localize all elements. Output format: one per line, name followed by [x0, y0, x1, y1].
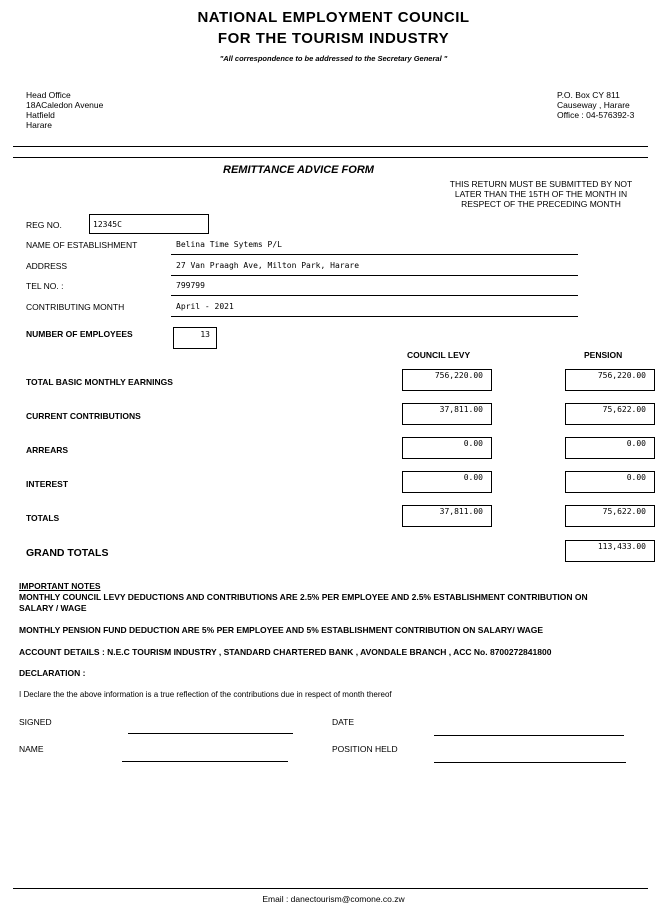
levy-value: 756,220.00	[434, 371, 483, 380]
levy-note-line1: MONTHLY COUNCIL LEVY DEDUCTIONS AND CONTRIBUTIONS ARE 2.5% PER EMPLOYEE AND 2.5% ESTABLISHMENT CONTRIBUTION ON	[19, 592, 588, 602]
levy-note-line2: SALARY / WAGE	[19, 603, 87, 613]
row-label: CURRENT CONTRIBUTIONS	[26, 411, 141, 421]
address-underline	[171, 275, 578, 276]
month-value: April - 2021	[176, 302, 234, 311]
levy-value: 0.00	[463, 473, 483, 482]
pension-cell[interactable]	[565, 471, 655, 493]
declaration-text: I Declare the the above information is a true reflection of the contributions due in respect of month thereof	[19, 690, 392, 699]
date-line[interactable]	[434, 735, 624, 736]
month-underline	[171, 316, 578, 317]
pension-cell[interactable]	[565, 369, 655, 391]
establishment-value: Belina Time Sytems P/L	[176, 240, 282, 249]
tel-value: 799799	[176, 281, 205, 290]
org-title-line1: NATIONAL EMPLOYMENT COUNCIL	[197, 9, 470, 26]
council-levy-header: COUNCIL LEVY	[407, 350, 471, 360]
signed-label: SIGNED	[19, 717, 52, 727]
pension-value: 0.00	[626, 439, 646, 448]
name-label: NAME	[19, 744, 44, 754]
levy-cell[interactable]	[402, 437, 492, 459]
notice-line: THIS RETURN MUST BE SUBMITTED BY NOT	[449, 179, 633, 189]
employees-value: 13	[200, 330, 210, 339]
position-label: POSITION HELD	[332, 744, 398, 754]
tel-label: TEL NO. :	[26, 281, 64, 291]
notice-line: RESPECT OF THE PRECEDING MONTH	[461, 199, 621, 209]
divider	[13, 157, 648, 158]
form-title: REMITTANCE ADVICE FORM	[223, 164, 374, 176]
grand-totals-value: 113,433.00	[597, 542, 646, 551]
address-line: Causeway , Harare	[557, 100, 630, 110]
divider	[13, 146, 648, 147]
employees-label: NUMBER OF EMPLOYEES	[26, 329, 133, 339]
name-line[interactable]	[122, 761, 288, 762]
pension-header: PENSION	[584, 350, 623, 360]
pension-cell[interactable]	[565, 403, 655, 425]
address-line: 18ACaledon Avenue	[26, 100, 104, 110]
month-label: CONTRIBUTING MONTH	[26, 302, 125, 312]
establishment-label: NAME OF ESTABLISHMENT	[26, 240, 138, 250]
levy-cell[interactable]	[402, 369, 492, 391]
postal-address	[557, 90, 634, 120]
org-title-line2: FOR THE TOURISM INDUSTRY	[217, 30, 450, 47]
pension-value: 75,622.00	[602, 405, 646, 414]
position-line[interactable]	[434, 762, 626, 763]
account-details: ACCOUNT DETAILS : N.E.C TOURISM INDUSTRY , STANDARD CHARTERED BANK , AVONDALE BRANCH , ACC No. 8700272841800	[19, 647, 552, 657]
employees-field[interactable]	[173, 327, 217, 349]
declaration-heading: DECLARATION :	[19, 668, 86, 678]
address-label: ADDRESS	[26, 261, 68, 271]
notes-heading: IMPORTANT NOTES	[19, 581, 101, 591]
row-label: INTEREST	[26, 479, 69, 489]
row-label: TOTAL BASIC MONTHLY EARNINGS	[26, 377, 173, 387]
address-line: Harare	[26, 120, 52, 130]
date-label: DATE	[332, 717, 355, 727]
address-value: 27 Van Praagh Ave, Milton Park, Harare	[176, 261, 360, 270]
levy-cell[interactable]	[402, 505, 492, 527]
submission-notice	[436, 179, 646, 209]
head-office-address	[26, 90, 103, 130]
row-label: ARREARS	[26, 445, 69, 455]
address-line: Hatfield	[26, 110, 55, 120]
tel-underline	[171, 295, 578, 296]
levy-value: 37,811.00	[439, 507, 483, 516]
levy-value: 37,811.00	[439, 405, 483, 414]
correspondence-note: "All correspondence to be addressed to the Secretary General "	[219, 54, 448, 63]
row-label: TOTALS	[26, 513, 60, 523]
pension-note: MONTHLY PENSION FUND DEDUCTION ARE 5% PER EMPLOYEE AND 5% ESTABLISHMENT CONTRIBUTION ON SALARY/ WAGE	[19, 625, 544, 635]
pension-value: 756,220.00	[597, 371, 646, 380]
pension-cell[interactable]	[565, 437, 655, 459]
reg-no-field[interactable]	[89, 214, 209, 234]
establishment-underline	[171, 254, 578, 255]
signed-line[interactable]	[128, 733, 293, 734]
address-line: P.O. Box CY 811	[557, 90, 620, 100]
pension-value: 0.00	[626, 473, 646, 482]
reg-no-label: REG NO.	[26, 220, 62, 230]
notice-line: LATER THAN THE 15TH OF THE MONTH IN	[454, 189, 628, 199]
pension-value: 75,622.00	[602, 507, 646, 516]
grand-totals-cell[interactable]	[565, 540, 655, 562]
footer-divider	[13, 888, 648, 889]
levy-cell[interactable]	[402, 471, 492, 493]
footer-email: Email : danectourism@comone.co.zw	[262, 894, 405, 904]
reg-no-value: 12345C	[93, 220, 122, 229]
levy-value: 0.00	[463, 439, 483, 448]
address-line: Head Office	[26, 90, 71, 100]
grand-totals-label: GRAND TOTALS	[26, 547, 109, 559]
address-line: Office : 04-576392-3	[557, 110, 635, 120]
pension-cell[interactable]	[565, 505, 655, 527]
levy-cell[interactable]	[402, 403, 492, 425]
